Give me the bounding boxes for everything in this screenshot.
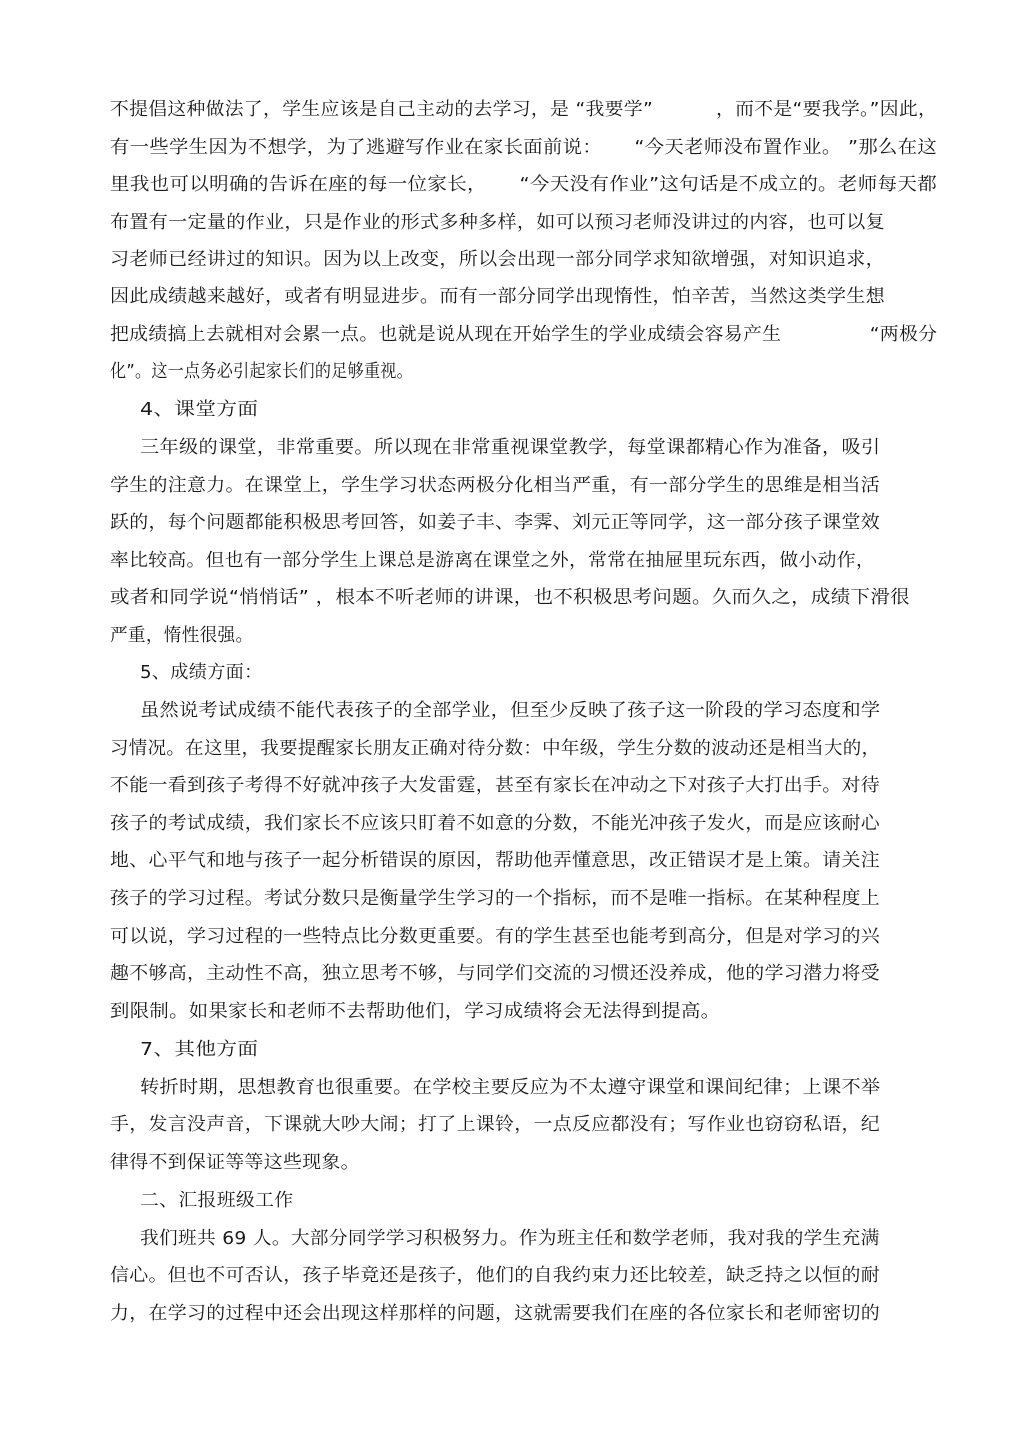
- text-line: 三年级的课堂，非常重要。所以现在非常重视课堂教学，每堂课都精心作为准备，吸引: [140, 437, 881, 458]
- text-line: 力，在学习的过程中还会出现这样那样的问题，这就需要我们在座的各位家长和老师密切的: [110, 1303, 880, 1324]
- text-line: 因此成绩越来越好，或者有明显进步。而有一部分同学出现惰性，怕辛苦，当然这类学生想: [110, 286, 885, 307]
- text-line: 化”。这一点务必引起家长们的足够重视。: [110, 361, 414, 382]
- text-line: 到限制。如果家长和老师不去帮助他们，学习成绩将会无法得到提高。: [110, 1001, 721, 1022]
- text-line: 里我也可以明确的告诉在座的每一位家长， “今天没有作业”这句话是不成立的。老师每天都: [110, 174, 938, 195]
- section-heading: 4、课堂方面: [140, 399, 259, 420]
- text-line: 孩子的学习过程。考试分数只是衡量学生学习的一个指标，而不是唯一指标。在某种程度上: [110, 888, 880, 909]
- text-line: 可以说，学习过程的一些特点比分数更重要。有的学生甚至也能考到高分，但是对学习的兴: [110, 926, 880, 947]
- text-line: 我们班共 69 人。大部分同学学习积极努力。作为班主任和数学老师，我对我的学生充满: [140, 1228, 880, 1249]
- text-line: 趣不够高，主动性不高，独立思考不够，与同学们交流的习惯还没养成，他的学习潜力将受: [110, 963, 880, 984]
- text-line: 律得不到保证等等这些现象。: [110, 1152, 360, 1173]
- text-line: 有一些学生因为不想学，为了逃避写作业在家长面前说： “今天老师没布置作业。 ”那么在这: [110, 137, 938, 158]
- text-line: 孩子的考试成绩，我们家长不应该只盯着不如意的分数，不能光冲孩子发火，而是应该耐心: [110, 813, 880, 834]
- text-line: 布置有一定量的作业，只是作业的形式多种多样，如可以预习老师没讲过的内容，也可以复: [110, 212, 885, 233]
- text-line: 把成绩搞上去就相对会累一点。也就是说从现在开始学生的学业成绩会容易产生 “两极分: [110, 324, 938, 345]
- text-line: 信心。但也不可否认，孩子毕竟还是孩子，他们的自我约束力还比较差，缺乏持之以恒的耐: [110, 1265, 880, 1286]
- text-line: 不提倡这种做法了，学生应该是自己主动的去学习，是 “我要学” ，而不是“要我学。”因此，: [110, 99, 938, 120]
- text-line: 虽然说考试成绩不能代表孩子的全部学业，但至少反映了孩子这一阶段的学习态度和学: [140, 700, 881, 721]
- text-line: 地、心平气和地与孩子一起分析错误的原因，帮助他弄懂意思，改正错误才是上策。请关注: [110, 850, 880, 871]
- section-heading: 二、汇报班级工作: [140, 1190, 294, 1211]
- text-line: 严重，惰性很强。: [110, 625, 254, 646]
- text-line: 转折时期，思想教育也很重要。在学校主要反应为不太遵守课堂和课间纪律；上课不举: [140, 1077, 881, 1098]
- text-line: 跃的，每个问题都能积极思考回答，如姜子丰、李霁、刘元正等同学，这一部分孩子课堂效: [110, 512, 880, 533]
- text-line: 习老师已经讲过的知识。因为以上改变，所以会出现一部分同学求知欲增强，对知识追求，: [110, 249, 885, 270]
- text-line: 手，发言没声音，下课就大吵大闹；打了上课铃，一点反应都没有；写作业也窃窃私语，纪: [110, 1114, 880, 1135]
- section-heading: 7、其他方面: [140, 1039, 259, 1060]
- text-line: 率比较高。但也有一部分学生上课总是游离在课堂之外，常常在抽屉里玩东西，做小动作，: [110, 550, 875, 571]
- section-heading: 5、成绩方面：: [140, 662, 263, 683]
- text-line: 不能一看到孩子考得不好就冲孩子大发雷霆，甚至有家长在冲动之下对孩子大打出手。对待: [110, 775, 880, 796]
- text-line: 习情况。在这里，我要提醒家长朋友正确对待分数：中年级，学生分数的波动还是相当大的，: [110, 738, 881, 759]
- text-line: 或者和同学说“悄悄话” ，根本不听老师的讲课，也不积极思考问题。久而久之，成绩下滑很: [110, 587, 910, 608]
- text-line: 学生的注意力。在课堂上，学生学习状态两极分化相当严重，有一部分学生的思维是相当活: [110, 475, 880, 496]
